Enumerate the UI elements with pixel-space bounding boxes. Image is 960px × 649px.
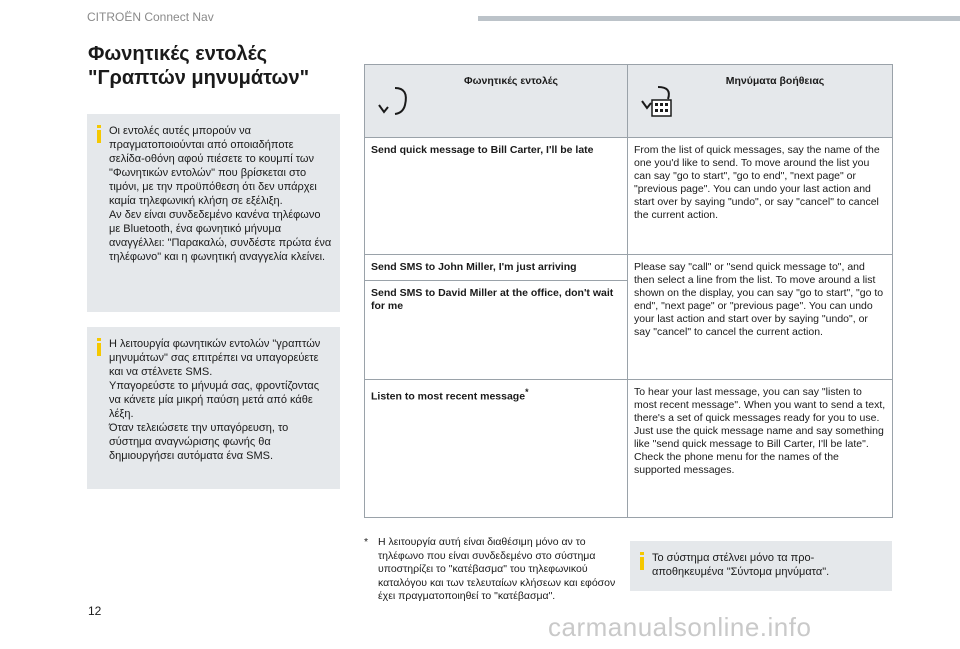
info-icon xyxy=(637,552,647,570)
voice-commands-table xyxy=(364,64,893,518)
info-text: Η λειτουργία φωνητικών εντολών "γραπτών μηνυμάτων" σας επιτρέπει να υπαγορεύετε και να στέλνετε SMS. Υπαγορεύστε το μήνυμά σας, φροντίζοντας να κάνετε μία μικρή παύση μετά από κάθε λέξη. Όταν τελειώσετε την υπαγόρευση, το σύστημα αναγνώρισης φωνής θα δημιουργήσει αυτόματα ένα SMS. xyxy=(109,338,321,462)
info-box-voice-commands xyxy=(87,114,340,312)
footnote xyxy=(364,536,619,604)
command-text: Listen to most recent message xyxy=(371,390,526,403)
info-icon xyxy=(94,338,104,356)
command-cell: Send SMS to John Miller, I'm just arriving xyxy=(365,255,628,281)
info-text: Το σύστημα στέλνει μόνο τα προ-αποθηκευμένα "Σύντομα μηνύματα". xyxy=(652,552,830,578)
info-icon xyxy=(94,125,104,143)
info-box-quick-messages xyxy=(630,541,892,591)
table-row xyxy=(365,138,893,255)
help-cell: Please say "call" or "send quick message to", and then select a line from the list. To move around a list shown on the display, you can say "go to start", "go to end", "next page" or "previous page". You can undo your last action and start over by saying "undo", or say "cancel" to cancel the current action. xyxy=(628,255,893,380)
info-text: Οι εντολές αυτές μπορούν να πραγματοποιούνται από οποιαδήποτε σελίδα-οθόνη αφού πιέσετε το κουμπί των "Φωνητικών εντολών" που βρίσκεται στο τιμόνι, με την προϋπόθεση ότι δεν υπάρχει καμία τηλεφωνική κλήση σε εξέλιξη. Αν δεν είναι συνδεδεμένο κανένα τηλέφωνο με Bluetooth, ένα φωνητικό μήνυμα αναγγέλλει: "Παρακαλώ, συνδέστε πρώτα ένα τηλέφωνο" και η φωνητική αναγγελία κλείνει. xyxy=(109,125,332,263)
help-cell: From the list of quick messages, say the name of the one you'd like to send. To move around the list you can say "go to start", "go to end", "next page" or "previous page". You can undo your last action and start over by saying "undo", or say "cancel" to cancel the current action. xyxy=(628,138,893,255)
speech-icon xyxy=(375,85,409,117)
help-message-icon xyxy=(638,85,672,117)
table-row xyxy=(365,380,893,518)
command-cell: Send SMS to David Miller at the office, don't wait for me xyxy=(365,281,628,380)
header-label: Μηνύματα βοήθειας xyxy=(725,75,825,87)
table-row xyxy=(365,255,893,281)
running-header: CITROËN Connect Nav xyxy=(87,10,214,24)
header-commands xyxy=(365,65,628,138)
command-cell: Send quick message to Bill Carter, I'll be late xyxy=(365,138,628,255)
info-box-sms xyxy=(87,327,340,489)
command-cell xyxy=(365,380,628,518)
help-cell: To hear your last message, you can say "listen to most recent message". When you want to send a text, there's a set of quick messages ready for you to use. Just use the quick message name and say something like "send quick message to Bill Carter, I'll be late". Check the phone menu for the names of the supported messages. xyxy=(628,380,893,518)
table-header-row xyxy=(365,65,893,138)
header-help xyxy=(628,65,893,138)
watermark: carmanualsonline.info xyxy=(548,612,812,642)
footnote-marker: * xyxy=(364,536,369,548)
page-title: Φωνητικές εντολές "Γραπτών μηνυμάτων" xyxy=(88,43,310,89)
page-number: 12 xyxy=(88,604,102,618)
header-bar xyxy=(478,16,960,21)
footnote-text: Η λειτουργία αυτή είναι διαθέσιμη μόνο αν το τηλέφωνο που είναι συνδεδεμένο στο σύστημα υποστηρίζει το "κατέβασμα" του τηλεφωνικού καταλόγου και των τελευταίων κλήσεων και εφόσον έχει πραγματοποιηθεί το "κατέβασμα". xyxy=(378,536,616,602)
header-label: Φωνητικές εντολές xyxy=(464,75,558,87)
footnote-marker: * xyxy=(525,387,529,397)
